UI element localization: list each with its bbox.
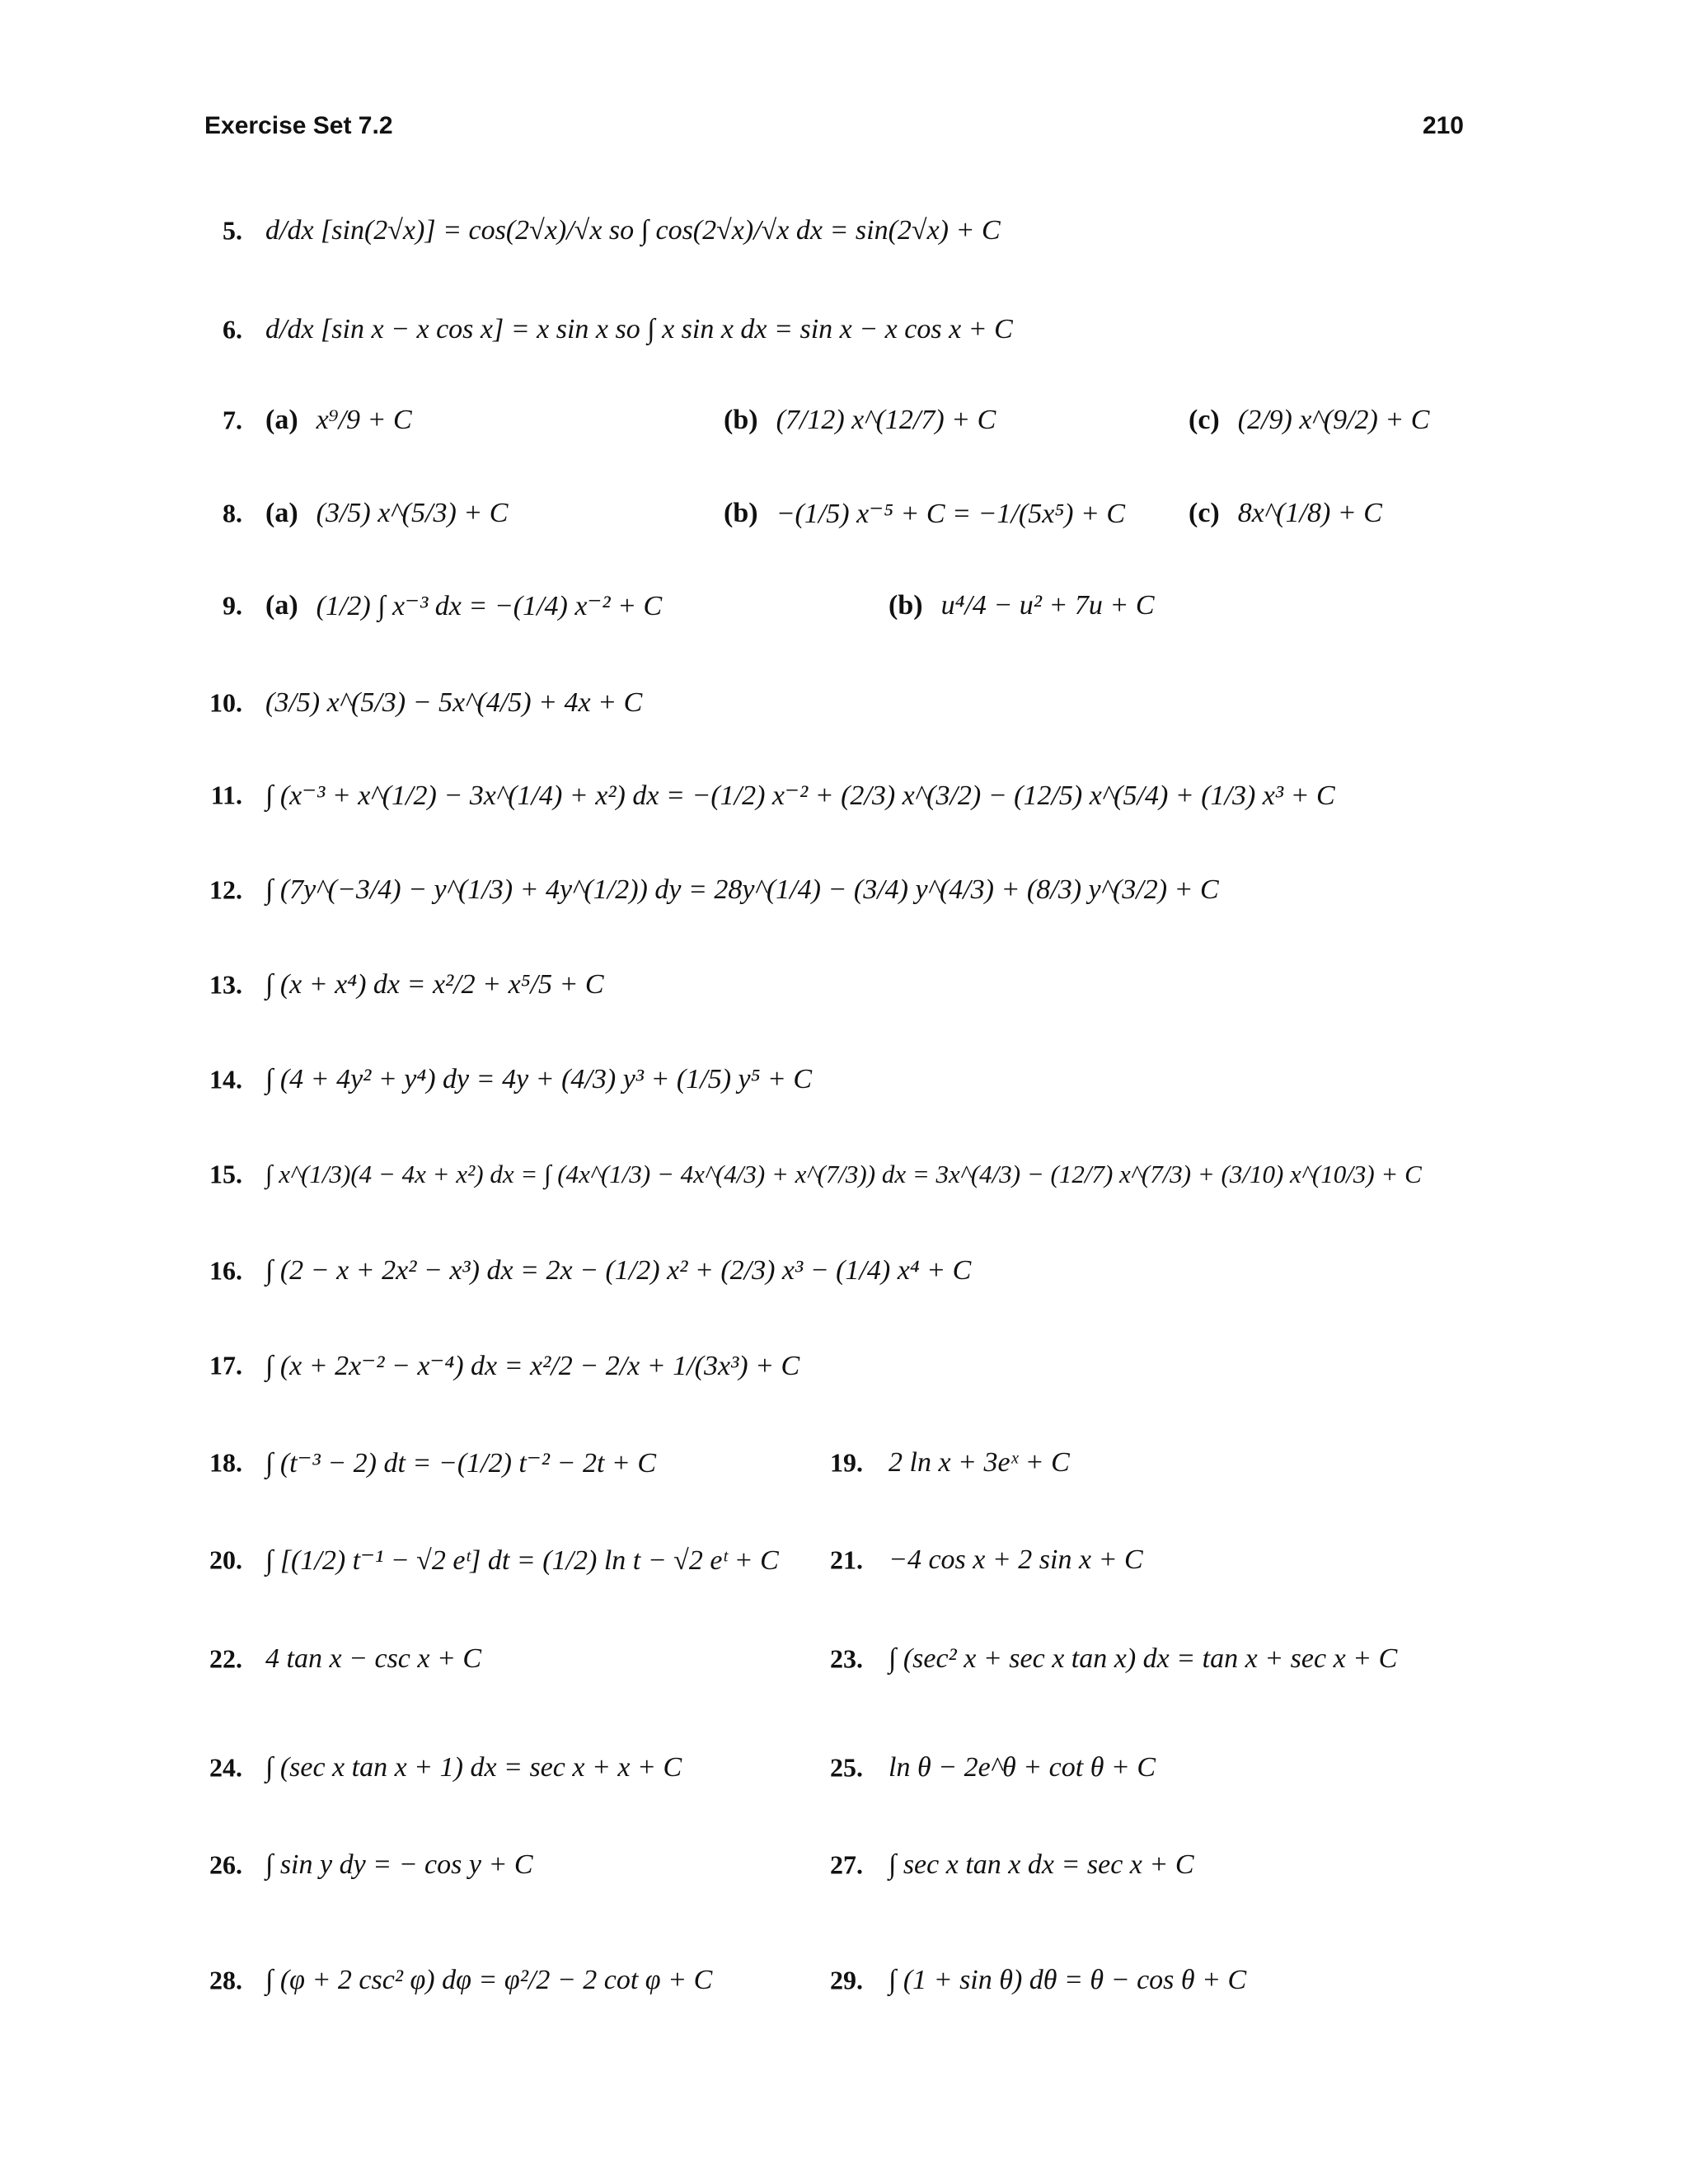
exercise-answer: ∫ (7y^(−3/4) − y^(1/3) + 4y^(1/2)) dy = 28y^(1/4) − (3/4) y^(4/3) + (8/3) y^(3/2) + C — [265, 874, 1219, 905]
exercise-answer: ln θ − 2e^θ + cot θ + C — [889, 1752, 1156, 1783]
exercise-answer: 2 ln x + 3eˣ + C — [889, 1447, 1070, 1478]
exercise-26-27 — [0, 1828, 1688, 1902]
exercise-8 — [0, 476, 1688, 551]
exercise-5 — [0, 194, 1688, 268]
exercise-7 — [0, 383, 1688, 457]
exercise-number: 18. — [209, 1447, 242, 1478]
exercise-answer: ∫ sin y dy = − cos y + C — [265, 1849, 533, 1880]
exercise-number: 14. — [209, 1064, 242, 1094]
exercise-16 — [0, 1234, 1688, 1308]
exercise-number: 24. — [209, 1752, 242, 1783]
exercise-answer: ∫ (1 + sin θ) dθ = θ − cos θ + C — [889, 1965, 1247, 1995]
exercise-answer: d/dx [sin(2√x)] = cos(2√x)/√x so ∫ cos(2√x)/√x dx = sin(2√x) + C — [265, 215, 1001, 246]
part-answer: (3/5) x^(5/3) + C — [316, 498, 509, 528]
exercise-14 — [0, 1043, 1688, 1117]
exercise-number: 22. — [209, 1643, 242, 1674]
exercise-answer: ∫ (2 − x + 2x² − x³) dx = 2x − (1/2) x² + (2/3) x³ − (1/4) x⁴ + C — [265, 1255, 972, 1286]
part-a — [265, 498, 508, 529]
exercise-6 — [0, 293, 1688, 367]
exercise-22-23 — [0, 1622, 1688, 1696]
part-b — [724, 405, 996, 436]
exercise-number: 17. — [209, 1350, 242, 1380]
exercise-number: 5. — [223, 215, 242, 246]
part-answer: (1/2) ∫ x⁻³ dx = −(1/4) x⁻² + C — [316, 591, 663, 621]
exercise-answer: ∫ (sec x tan x + 1) dx = sec x + x + C — [265, 1752, 682, 1783]
exercise-number: 23. — [830, 1643, 863, 1674]
exercise-number: 26. — [209, 1849, 242, 1880]
exercise-number: 12. — [209, 874, 242, 905]
part-answer: 8x^(1/8) + C — [1237, 498, 1382, 528]
part-c — [1189, 498, 1382, 529]
exercise-12 — [0, 853, 1688, 927]
exercise-number: 8. — [223, 498, 242, 528]
exercise-number: 6. — [223, 314, 242, 344]
exercise-number: 28. — [209, 1965, 242, 1995]
exercise-20-21 — [0, 1523, 1688, 1597]
exercise-answer: (3/5) x^(5/3) − 5x^(4/5) + 4x + C — [265, 687, 643, 718]
exercise-answer: ∫ (x + 2x⁻² − x⁻⁴) dx = x²/2 − 2/x + 1/(3x³) + C — [265, 1351, 800, 1381]
page-number: 210 — [1422, 112, 1464, 139]
part-label: (a) — [265, 590, 298, 621]
exercise-answer: −4 cos x + 2 sin x + C — [889, 1544, 1143, 1575]
exercise-number: 11. — [210, 780, 242, 810]
exercise-number: 15. — [209, 1159, 242, 1189]
part-label: (b) — [889, 590, 923, 621]
part-a — [265, 589, 662, 622]
exercise-answer: ∫ x^(1/3)(4 − 4x + x²) dx = ∫ (4x^(1/3) − 4x^(4/3) + x^(7/3)) dx = 3x^(4/3) − (12/7) x^(7/3) + (3/10) x^(10/3) + C — [265, 1160, 1422, 1188]
exercise-number: 27. — [830, 1849, 863, 1880]
exercise-number: 13. — [209, 969, 242, 1000]
exercise-number: 20. — [209, 1544, 242, 1575]
section-title: Exercise Set 7.2 — [204, 112, 393, 139]
exercise-24-25 — [0, 1731, 1688, 1805]
exercise-18-19 — [0, 1426, 1688, 1500]
part-label: (c) — [1189, 498, 1220, 528]
exercise-answer: ∫ [(1/2) t⁻¹ − √2 eᵗ] dt = (1/2) ln t − √2 eᵗ + C — [265, 1545, 779, 1576]
exercise-number: 7. — [223, 405, 242, 435]
exercise-number: 10. — [209, 687, 242, 718]
exercise-10 — [0, 666, 1688, 740]
exercise-answer: 4 tan x − csc x + C — [265, 1643, 482, 1674]
part-answer: x⁹/9 + C — [316, 405, 412, 435]
exercise-11 — [0, 758, 1688, 832]
exercise-number: 19. — [830, 1447, 863, 1478]
exercise-answer: ∫ (x + x⁴) dx = x²/2 + x⁵/5 + C — [265, 969, 604, 1000]
exercise-number: 9. — [223, 590, 242, 621]
exercise-answer: d/dx [sin x − x cos x] = x sin x so ∫ x sin x dx = sin x − x cos x + C — [265, 314, 1013, 344]
part-answer: (7/12) x^(12/7) + C — [776, 405, 996, 435]
exercise-number: 29. — [830, 1965, 863, 1995]
exercise-answer: ∫ (φ + 2 csc² φ) dφ = φ²/2 − 2 cot φ + C — [265, 1965, 713, 1995]
part-a — [265, 405, 412, 436]
part-label: (a) — [265, 498, 298, 528]
exercise-9 — [0, 569, 1688, 643]
exercise-answer: ∫ (x⁻³ + x^(1/2) − 3x^(1/4) + x²) dx = −(1/2) x⁻² + (2/3) x^(3/2) − (12/5) x^(5/4) + (1/3) x³ + C — [265, 780, 1335, 811]
exercise-number: 21. — [830, 1544, 863, 1575]
exercise-answer: ∫ (sec² x + sec x tan x) dx = tan x + sec x + C — [889, 1643, 1398, 1674]
exercise-15 — [0, 1137, 1688, 1212]
part-answer: −(1/5) x⁻⁵ + C = −1/(5x⁵) + C — [776, 499, 1126, 529]
part-label: (c) — [1189, 405, 1220, 435]
exercise-answer: ∫ sec x tan x dx = sec x + C — [889, 1849, 1194, 1880]
part-c — [1189, 405, 1430, 436]
exercise-28-29 — [0, 1943, 1688, 2018]
part-b — [724, 497, 1125, 530]
exercise-number: 25. — [830, 1752, 863, 1783]
exercise-number: 16. — [209, 1255, 242, 1286]
part-label: (a) — [265, 405, 298, 435]
part-answer: u⁴/4 − u² + 7u + C — [940, 590, 1155, 621]
part-b — [889, 590, 1155, 621]
exercise-answer: ∫ (t⁻³ − 2) dt = −(1/2) t⁻² − 2t + C — [265, 1448, 657, 1479]
exercise-answer: ∫ (4 + 4y² + y⁴) dy = 4y + (4/3) y³ + (1/5) y⁵ + C — [265, 1064, 813, 1094]
part-label: (b) — [724, 498, 758, 528]
exercise-17 — [0, 1329, 1688, 1403]
part-answer: (2/9) x^(9/2) + C — [1237, 405, 1430, 435]
exercise-13 — [0, 948, 1688, 1022]
part-label: (b) — [724, 405, 758, 435]
